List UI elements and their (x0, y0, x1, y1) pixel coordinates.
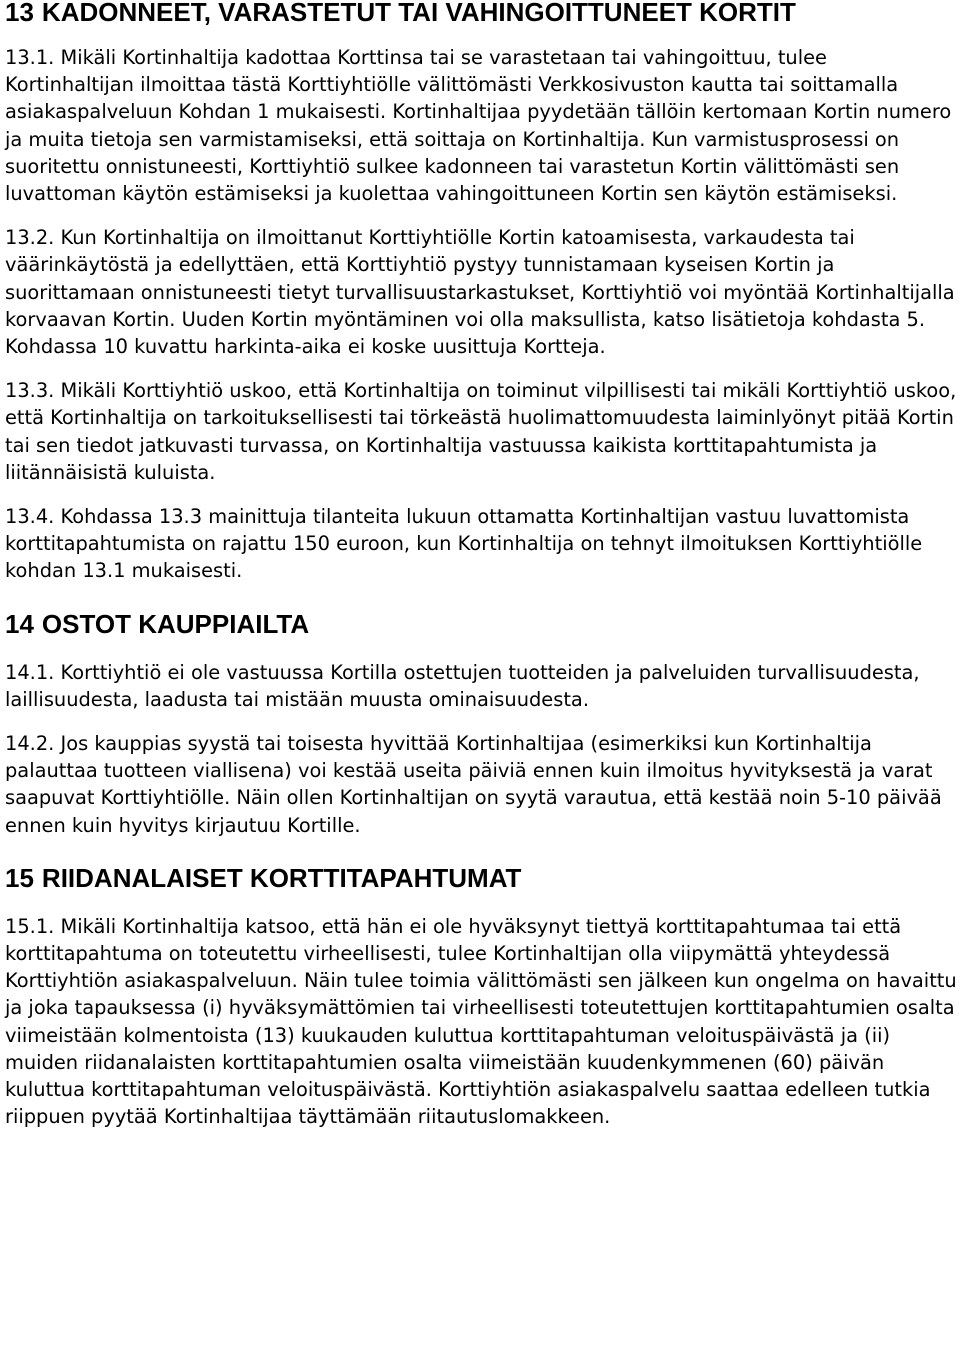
paragraph-14-1 (5, 659, 957, 713)
paragraph-number: 14.2. (5, 732, 55, 756)
section-heading-15 (5, 863, 957, 893)
section-title: KADONNEET, VARASTETUT TAI VAHINGOITTUNEET KORTIT (41, 0, 796, 27)
paragraph-number: 13.3. (5, 379, 55, 403)
section-title: RIIDANALAISET KORTTITAPAHTUMAT (41, 862, 522, 893)
document-page (5, 0, 957, 1131)
paragraph-number: 14.1. (5, 660, 55, 684)
paragraph-text: Mikäli Kortinhaltija katsoo, että hän ei ole hyväksynyt tiettyä korttitapahtumaa tai että korttitapahtuma on toteutettu virheellisesti, tulee Kortinhaltijan olla viipymättä yhteydessä Korttiyhtiön asiakaspalveluun. Näin tulee toimia välittömästi sen jälkeen kun ongelma on havaittu ja joka tapauksessa (i) hyväksymättömien tai virheellisesti toteutettujen korttitapahtumien osalta viimeistään kolmentoista (13) kuukauden kuluttua korttitapahtuman veloituspäivästä ja (ii) muiden riidanalaisten korttitapahtumien osalta viimeistään kuudenkymmenen (60) päivän kuluttua korttitapahtuman veloituspäivästä. Korttiyhtiön asiakaspalvelu saattaa edelleen tutkia riippuen pyytää Kortinhaltijaa täyttämään riitautuslomakkeen. (5, 914, 957, 1129)
paragraph-text: Mikäli Korttiyhtiö uskoo, että Kortinhaltija on toiminut vilpillisesti tai mikäli Korttiyhtiö uskoo, että Kortinhaltija on tarkoituksellisesti tai törkeästä huolimattomuudesta laiminlyönyt pitää Kortin tai sen tiedot jatkuvasti turvassa, on Kortinhaltija vastuussa kaikista korttitapahtumista ja liitännäisistä kuluista. (5, 379, 957, 484)
section-number: 14 (5, 608, 34, 639)
paragraph-text: Jos kauppias syystä tai toisesta hyvittää Kortinhaltijaa (esimerkiksi kun Kortinhaltija palauttaa tuotteen viallisena) voi kestää useita päiviä ennen kuin ilmoitus hyvityksestä ja varat saapuvat Korttiyhtiölle. Näin ollen Kortinhaltijan on syytä varautua, että kestää noin 5-10 päivää ennen kuin hyvitys kirjautuu Kortille. (5, 732, 942, 837)
paragraph-13-4 (5, 503, 957, 585)
section-number: 15 (5, 862, 34, 893)
section-heading-14 (5, 609, 957, 639)
paragraph-13-3 (5, 377, 957, 486)
paragraph-text: Korttiyhtiö ei ole vastuussa Kortilla ostettujen tuotteiden ja palveluiden turvallisuudesta, laillisuudesta, laadusta tai mistään muusta ominaisuudesta. (5, 660, 920, 711)
section-number: 13 (5, 0, 34, 27)
section-title: OSTOT KAUPPIAILTA (41, 608, 310, 639)
paragraph-text: Kohdassa 13.3 mainittuja tilanteita lukuun ottamatta Kortinhaltijan vastuu luvattomista korttitapahtumista on rajattu 150 euroon, kun Kortinhaltija on tehnyt ilmoituksen Korttiyhtiölle kohdan 13.1 mukaisesti. (5, 505, 923, 583)
paragraph-text: Mikäli Kortinhaltija kadottaa Korttinsa tai se varastetaan tai vahingoittuu, tulee Kortinhaltijan ilmoittaa tästä Korttiyhtiölle välittömästi Verkkosivuston kautta tai soittamalla asiakaspalveluun Kohdan 1 mukaisesti. Kortinhaltijaa pyydetään tällöin kertomaan Kortin numero ja muita tietoja sen varmistamiseksi, että soittaja on Kortinhaltija. Kun varmistusprosessi on suoritettu onnistuneesti, Korttiyhtiö sulkee kadonneen tai varastetun Kortin välittömästi sen luvattoman käytön estämiseksi ja kuolettaa vahingoittuneen Kortin sen käytön estämiseksi. (5, 46, 952, 206)
paragraph-number: 13.1. (5, 46, 55, 69)
paragraph-text: Kun Kortinhaltija on ilmoittanut Korttiyhtiölle Kortin katoamisesta, varkaudesta tai väärinkäytöstä ja edellyttäen, että Korttiyhtiö pystyy tunnistamaan kyseisen Kortin ja suorittamaan onnistuneesti tietyt turvallisuustarkastukset, Korttiyhtiö voi myöntää Kortinhaltijalla korvaavan Kortin. Uuden Kortin myöntäminen voi olla maksullista, katso lisätietoja kohdasta 5. Kohdassa 10 kuvattu harkinta-aika ei koske uusittuja Kortteja. (5, 226, 955, 359)
paragraph-number: 13.4. (5, 505, 55, 529)
paragraph-13-1 (5, 44, 957, 207)
paragraph-13-2 (5, 224, 957, 360)
paragraph-15-1 (5, 913, 957, 1131)
paragraph-number: 13.2. (5, 226, 55, 250)
paragraph-number: 15.1. (5, 914, 55, 938)
section-heading-13 (5, 0, 957, 27)
paragraph-14-2 (5, 730, 957, 839)
